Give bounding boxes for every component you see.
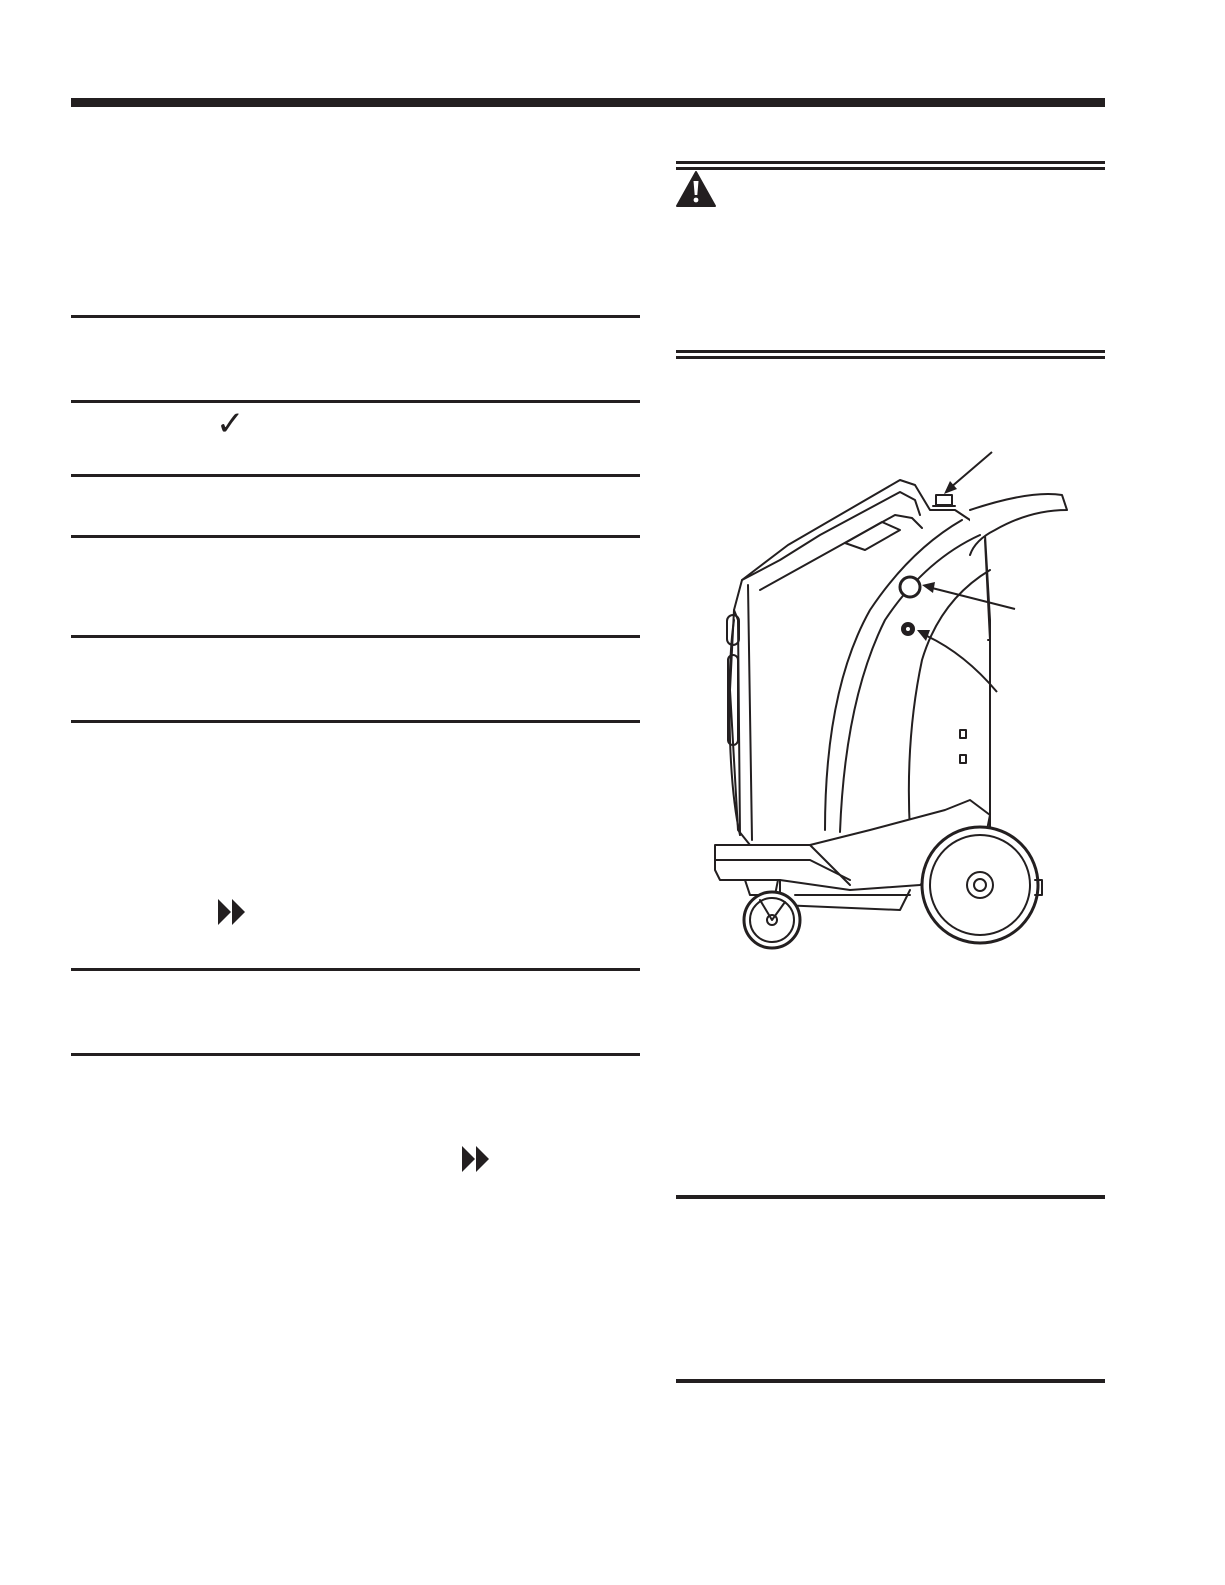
section-divider <box>71 1053 640 1056</box>
warning-top-rule <box>676 167 1105 170</box>
check-icon: ✓ <box>216 404 245 444</box>
recovery-machine-illustration <box>700 440 1080 960</box>
warning-bottom-rule <box>676 350 1105 353</box>
fast-forward-icon <box>462 1146 490 1172</box>
callout-arrow-upper-button <box>920 582 1020 612</box>
note-top-rule <box>676 1195 1105 1199</box>
section-divider <box>71 400 640 403</box>
warning-top-rule <box>676 161 1105 164</box>
note-bottom-rule <box>676 1379 1105 1383</box>
callout-arrow-lower-button <box>915 626 1000 696</box>
warning-triangle-icon <box>676 171 716 207</box>
callout-arrow-top-cap <box>940 450 1000 500</box>
section-divider <box>71 315 640 318</box>
section-divider <box>71 535 640 538</box>
section-divider <box>71 635 640 638</box>
fast-forward-icon <box>218 899 246 925</box>
warning-bottom-rule <box>676 356 1105 359</box>
section-divider <box>71 474 640 477</box>
section-divider <box>71 720 640 723</box>
header-rule <box>71 98 1105 107</box>
section-divider <box>71 968 640 971</box>
